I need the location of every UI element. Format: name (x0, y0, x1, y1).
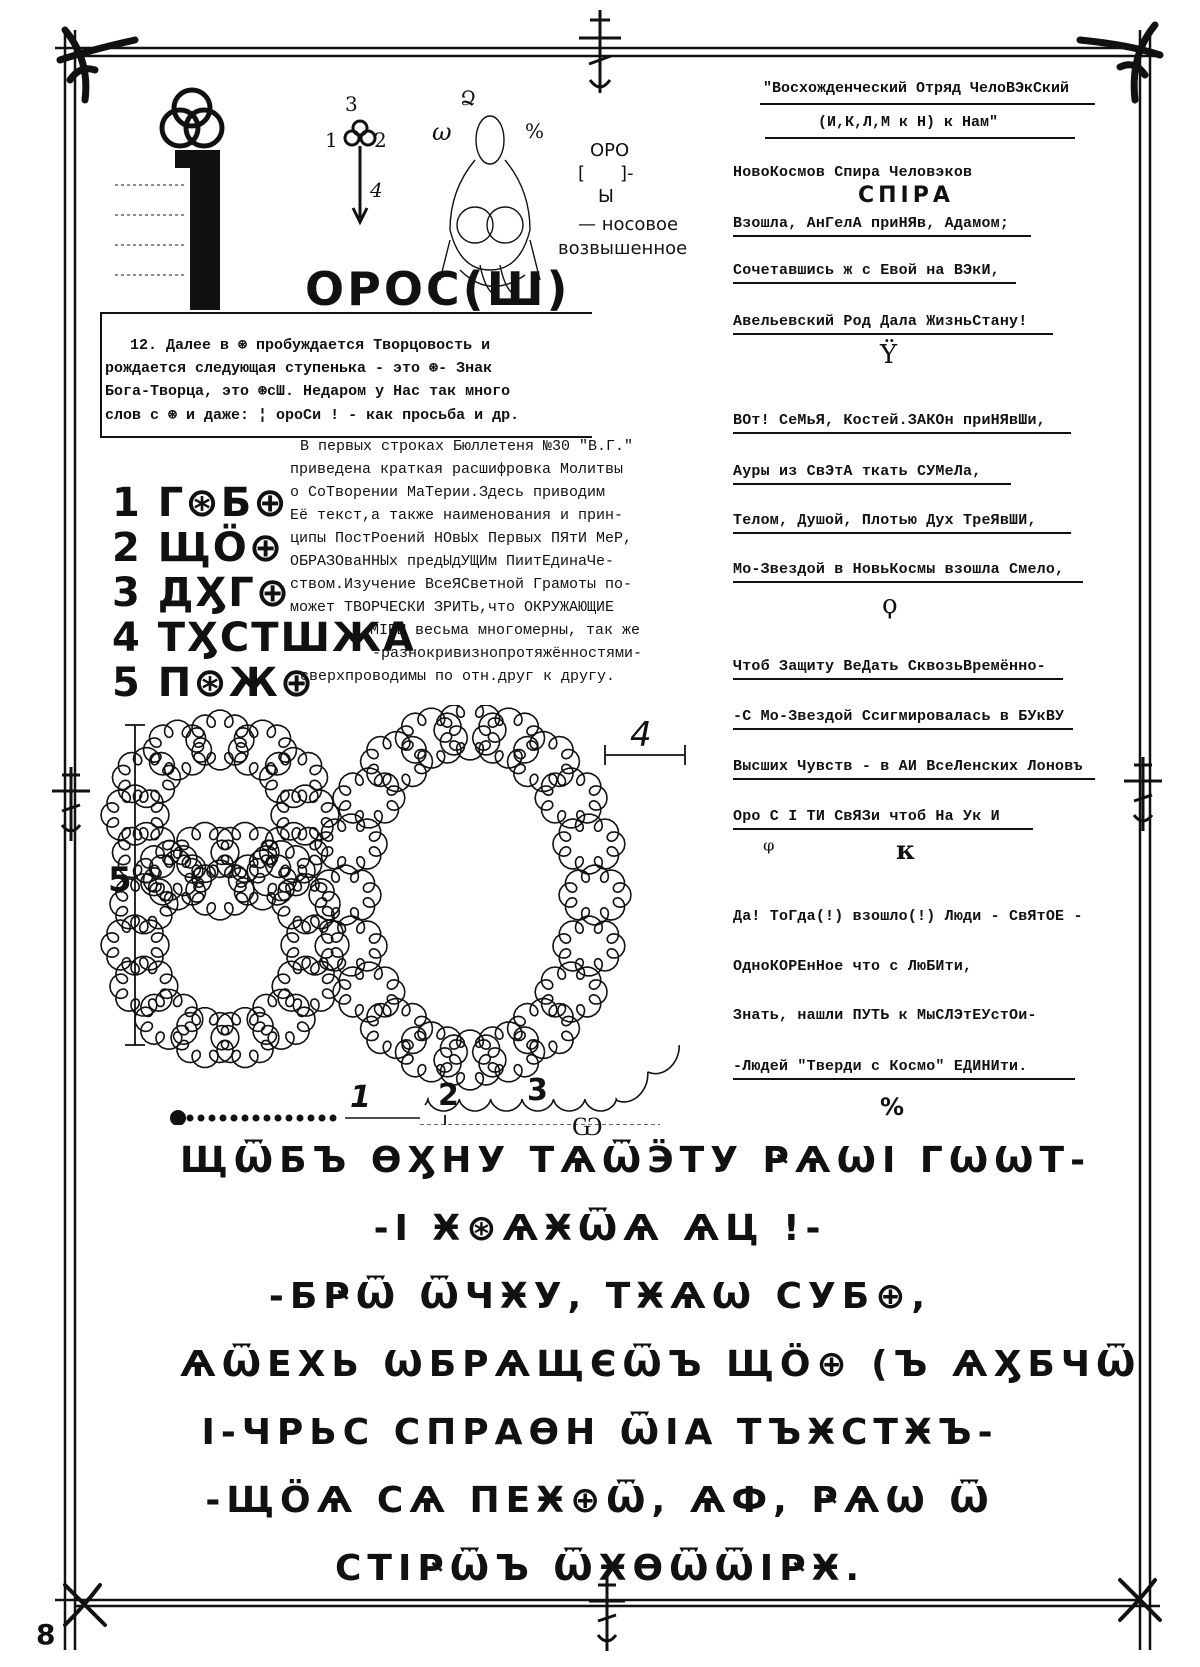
poem-line: Взошла, АнГелА приНЯв, Адамом; (733, 215, 1031, 237)
tail-dot (297, 1115, 304, 1122)
poem-title-rule (765, 137, 1075, 139)
article-line: о СоТворении МаТерии.Здесь приводим (290, 484, 606, 501)
article-line: ципы ПостРоений НОвЫх Первых ПЯтИ МеР, (290, 530, 633, 547)
note-text: — носовое (578, 214, 679, 235)
note-letter: Ы (598, 186, 614, 207)
article-line: Её текст,а также наименования и прин- (290, 507, 624, 524)
poem-line: Высших Чувств - в АИ ВсеЛенских Лоновъ (733, 758, 1095, 780)
tail-dot (253, 1115, 260, 1122)
poem-line: НовоКосмов Спира Человэков (733, 164, 973, 181)
coil-ring (309, 865, 381, 925)
oldscript-line: -І Ӿ⊛ѦӾѾѦ ѦЦ !- (373, 1208, 827, 1249)
numbered-item: 4 ТӼСТШЖА (112, 615, 416, 661)
drop-cap-glyph (110, 80, 290, 320)
tail-dot (286, 1115, 293, 1122)
poem-line: -С Мо-Звездой Ссигмировалась в БУкВУ (733, 708, 1073, 730)
poem-line: Чтоб Защиту ВеДать СквозьВремённо- (733, 658, 1063, 680)
orthodox-cross-icon (1120, 755, 1166, 835)
diagram-tail-label: 2 (438, 1078, 459, 1113)
tail-dot (187, 1115, 194, 1122)
numbered-item: 1 Г⊛Б⊕ (112, 480, 289, 526)
stepper-label: 1 (325, 128, 338, 152)
poem-line: Авельевский Род Дала ЖизньСтану! (733, 313, 1053, 335)
paragraph-12-line: Бога-Творца, это ⊛сШ. Недаром у Нас так много (105, 383, 511, 400)
key-diagram-icon (340, 118, 380, 228)
oldscript-line: -БҎѾ ѾЧӾУ, ТӾѦѠ СУБ⊕, (268, 1276, 932, 1317)
page-number: 8 (36, 1618, 56, 1651)
oldscript-line: І-ЧРЬС СПРАѲН ѾІА ТЪӾСТӾЪ- (201, 1412, 999, 1453)
poem-line: -Людей "Тверди с Космо" ЕДИНИти. (733, 1058, 1075, 1080)
stepper-label: 3 (345, 92, 358, 116)
poem-line: Телом, Душой, Плотью Дух ТреЯвШИ, (733, 512, 1071, 534)
poem-separator-glyph: к (896, 836, 915, 866)
poem-separator-glyph: ϙ (882, 590, 898, 620)
orthodox-cross-icon (575, 8, 625, 100)
tail-dot (308, 1115, 315, 1122)
tail-dot (220, 1115, 227, 1122)
orthodox-cross-icon (48, 765, 94, 845)
numbered-item: 2 ЩӦ⊕ (112, 525, 285, 571)
diagram-width-label: 4 (630, 715, 652, 755)
article-line: -разнокривизнопротяжённостями- (372, 645, 643, 662)
corner-ornament-bottom-left (55, 1575, 115, 1635)
poem-line: Ауры из СвЭтА ткать СУМеЛа, (733, 463, 1011, 485)
stepper-label: 2 (374, 128, 387, 152)
tail-dot (209, 1115, 216, 1122)
oldscript-line: ѦѾЕХЬ ѠБРѦЩЄѾЪ ЩӦ⊕ (Ъ ѦӼБЧѾ (180, 1344, 1142, 1385)
note-text: возвышенное (558, 238, 688, 259)
diagram-tail-label: 1 (350, 1080, 371, 1115)
tail-dot (330, 1115, 337, 1122)
poem-separator-glyph: ᵠ (763, 836, 775, 866)
diagram-tail-label: 3 (527, 1073, 548, 1108)
svg-text:Ձ: Ձ (460, 90, 477, 110)
note-letter: [ (578, 163, 586, 184)
paragraph-12-line: рождается следующая ступенька - это ⊛- Знак (105, 360, 493, 377)
note-letter: ОРО (590, 140, 630, 161)
poem-line: Сочетавшись ж с Евой на ВЭкИ, (733, 262, 1016, 284)
poem-line: ОдноКОРЕнНое что с ЛюБИти, (733, 958, 973, 975)
diagram-height-label: 5 (108, 860, 132, 900)
poem-separator-glyph: Ϋ (880, 340, 898, 370)
poem-line: Знать, нашли ПУТЬ к МыСЛЭтЕУстОи- (733, 1007, 1037, 1024)
oldscript-line: ЩѾБЪ ѲӼНУ ТѦѾӬТУ ҎѦѠІ ГѠѠТ- (180, 1140, 1092, 1181)
poem-title: (И,К,Л,М к Н) к Нам" (818, 114, 999, 131)
svg-text:ω: ω (432, 118, 452, 146)
article-line: приведена краткая расшифровка Молитвы (290, 461, 624, 478)
tail-dot (319, 1115, 326, 1122)
paragraph-12-line: слов с ⊛ и даже: ¦ ороСи ! - как просьба и др. (105, 407, 520, 424)
poem-line: ВОт! СеМьЯ, Костей.ЗАКОн приНЯвШи, (733, 412, 1071, 434)
tail-dot (264, 1115, 271, 1122)
article-line: сверхпроводимы по отн.друг к другу. (300, 668, 616, 685)
article-line: ОБРАЗОваННЫх предЫдУЩИм ПиитЕдинаЧе- (290, 553, 615, 570)
oldscript-line: СТІҎѾЪ ѾӾѲѾѾІҎӾ. (334, 1548, 866, 1589)
poem-word-spira: СПІРА (858, 183, 954, 208)
article-line: В первых строках Бюллетеня №30 "В.Г." (300, 438, 634, 455)
article-line: МIРЫ весьма многомерны, так же (370, 622, 641, 639)
diagram-omega: Ѡ (572, 1112, 603, 1142)
oldscript-line: -ЩӦѦ СѦ ПЕӾ⊕Ѿ, ѦФ, ҎѦѠ Ѿ (205, 1480, 995, 1521)
poem-line: Мо-Звездой в НовьКосмы взошла Смело, (733, 561, 1083, 583)
note-letter: ]- (620, 163, 634, 184)
tail-dot (231, 1115, 238, 1122)
poem-line: Оро С І ТИ СвЯЗи чтоб На Ук И (733, 808, 1033, 830)
corner-ornament-top-right (1070, 15, 1170, 110)
poem-separator-glyph: % (880, 1093, 905, 1121)
article-line: может ТВОРЧЕСКИ ЗРИТЬ,что ОКРУЖАЮЩИЕ (290, 599, 615, 616)
tail-dot (275, 1115, 282, 1122)
poem-title-rule (760, 103, 1095, 105)
svg-text:%: % (525, 119, 545, 143)
article-line: ством.Изучение ВсеЯСветной Грамоты по- (290, 576, 633, 593)
poem-title: "Восхожденческий Отряд ЧелоВЭкСкий (763, 80, 1070, 97)
stepper-label: 4 (370, 178, 383, 202)
coil-ring (559, 865, 631, 925)
numbered-item: 3 ДӼГ⊕ (112, 570, 292, 616)
tail-dot (198, 1115, 205, 1122)
paragraph-12-line: 12. Далее в ⊛ пробуждается Творцовость и (130, 337, 491, 354)
main-word: ОРОС(Ш) (305, 262, 571, 316)
corner-ornament-bottom-right (1110, 1570, 1170, 1630)
poem-line: Да! ТоГда(!) взошло(!) Люди - СвЯтОЕ - (733, 908, 1083, 925)
tail-dot (242, 1115, 249, 1122)
coil-diagram (100, 705, 720, 1125)
numbered-item: 5 П⊛Ж⊕ (112, 660, 316, 706)
